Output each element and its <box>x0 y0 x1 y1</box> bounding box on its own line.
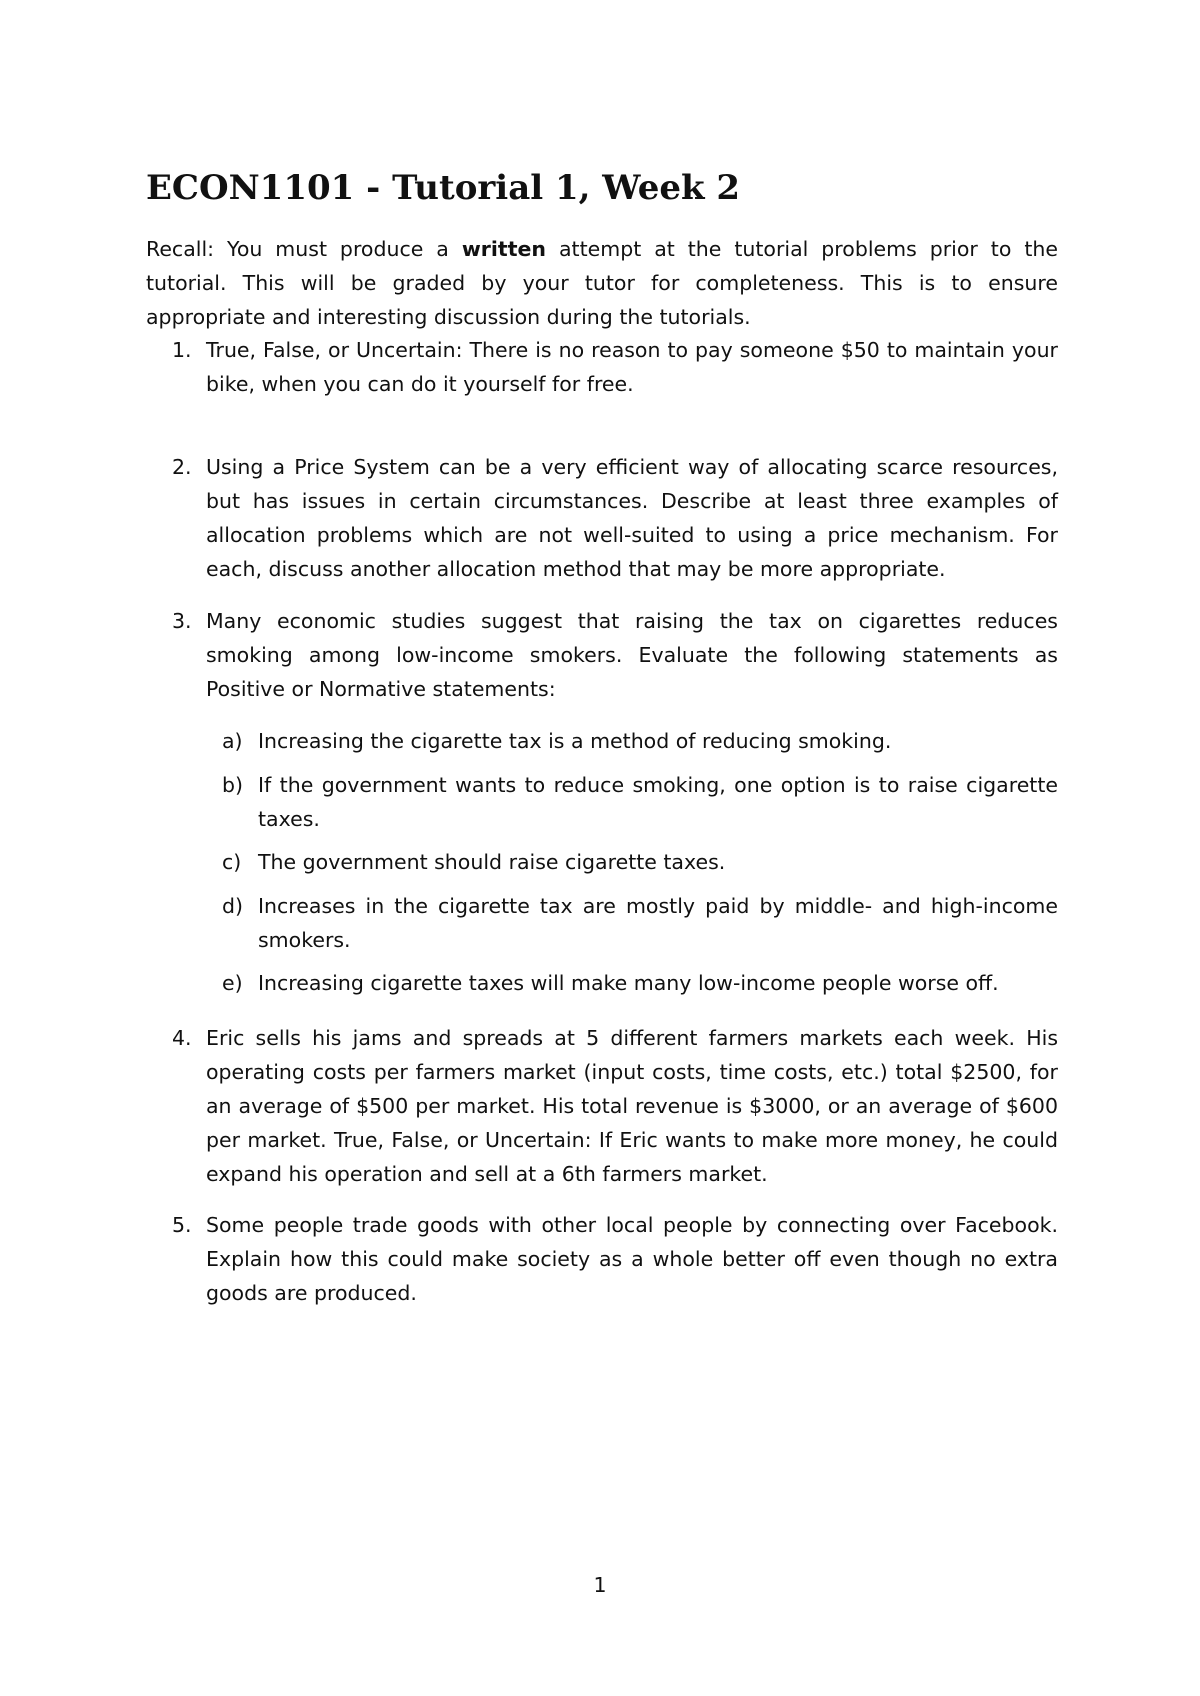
statement-text: Increasing cigarette taxes will make many low-income people worse off. <box>258 971 999 995</box>
question-text: Some people trade goods with other local people by connecting over Facebook. Explain how this could make society as a whole better off even though no extra goods are produced. <box>206 1213 1058 1305</box>
statement-label: b) <box>222 773 244 797</box>
question-3 <box>146 604 1058 706</box>
statement-b <box>206 768 1058 836</box>
statement-text: If the government wants to reduce smoking, one option is to raise cigarette taxes. <box>258 773 1058 831</box>
intro-text-after: attempt at the tutorial problems prior to the tutorial. This will be graded by your tutor for completeness. This is to ensure appropriate and interesting discussion during the tutorials. <box>146 237 1058 329</box>
statement-text: Increases in the cigarette tax are mostly paid by middle- and high-income smokers. <box>258 894 1058 952</box>
statement-d <box>206 889 1058 957</box>
statement-label: d) <box>222 894 244 918</box>
question-1 <box>146 333 1058 401</box>
question-5 <box>146 1208 1058 1310</box>
intro-text-before: Recall: You must produce a <box>146 237 449 261</box>
question-text: Many economic studies suggest that raising the tax on cigarettes reduces smoking among low-income smokers. Evaluate the following statements as Positive or Normative statements: <box>206 609 1058 701</box>
intro-emphasis: written <box>461 237 547 261</box>
statement-text: Increasing the cigarette tax is a method of reducing smoking. <box>258 729 892 753</box>
statement-c <box>206 845 1058 879</box>
statement-text: The government should raise cigarette taxes. <box>258 850 726 874</box>
question-number: 3. <box>172 609 192 633</box>
intro-paragraph <box>146 232 1058 334</box>
page-number: 1 <box>593 1573 607 1597</box>
question-4 <box>146 1021 1058 1191</box>
statement-a <box>206 724 1058 758</box>
question-text: True, False, or Uncertain: There is no reason to pay someone $50 to maintain your bike, when you can do it yourself for free. <box>206 338 1058 396</box>
question-text: Using a Price System can be a very efficient way of allocating scarce resources, but has issues in certain circumstances. Describe at least three examples of allocation problems which are not well-suited to using a price mechanism. For each, discuss another allocation method that may be more appropriate. <box>206 455 1058 581</box>
question-number: 5. <box>172 1213 192 1237</box>
question-text: Eric sells his jams and spreads at 5 different farmers markets each week. His operating costs per farmers market (input costs, time costs, etc.) total $2500, for an average of $500 per market. His total revenue is $3000, or an average of $600 per market. True, False, or Uncertain: If Eric wants to make more money, he could expand his operation and sell at a 6th farmers market. <box>206 1026 1058 1186</box>
page-title: ECON1101 - Tutorial 1, Week 2 <box>146 168 741 208</box>
statement-label: e) <box>222 971 243 995</box>
question-2 <box>146 450 1058 586</box>
question-number: 2. <box>172 455 192 479</box>
statement-e <box>206 966 1058 1000</box>
question-number: 1. <box>172 338 192 362</box>
statement-label: c) <box>222 850 242 874</box>
statement-label: a) <box>222 729 243 753</box>
question-number: 4. <box>172 1026 192 1050</box>
